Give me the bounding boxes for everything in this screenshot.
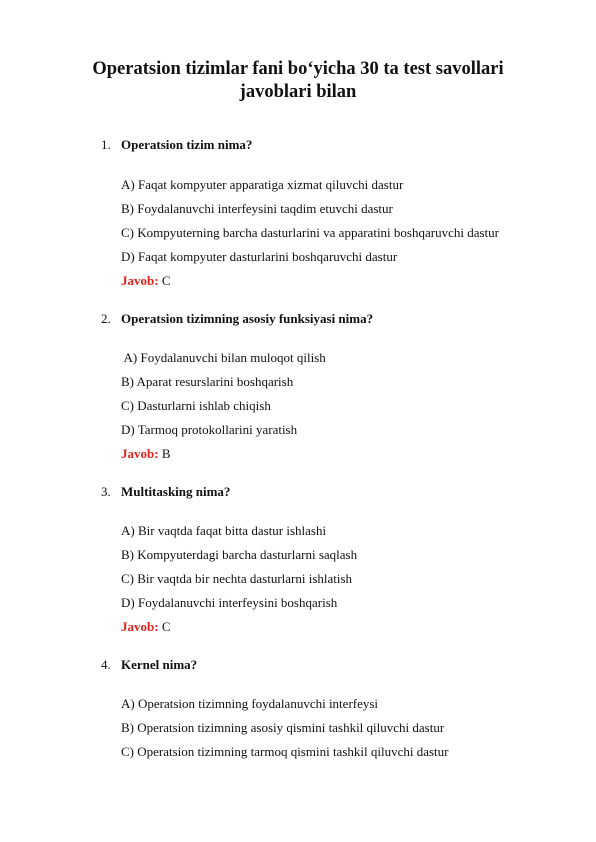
option-a: A) Operatsion tizimning foydalanuvchi interfeysi: [121, 696, 379, 711]
option-b: B) Operatsion tizimning asosiy qismini tashkil qiluvchi dastur: [121, 720, 445, 735]
question-text: Operatsion tizim nima?: [121, 137, 253, 152]
option-a: A) Foydalanuvchi bilan muloqot qilish: [121, 350, 326, 365]
answer-value: B: [161, 446, 171, 461]
option-b: B) Kompyuterdagi barcha dasturlarni saqlash: [121, 547, 358, 562]
answer-line: [121, 272, 170, 290]
question-number: 1.: [101, 137, 111, 152]
option-d: D) Foydalanuvchi interfeysini boshqarish: [121, 595, 338, 610]
answer-label: Javob:: [121, 619, 159, 634]
question-text: Operatsion tizimning asosiy funksiyasi nima?: [121, 311, 374, 326]
document-title: Operatsion tizimlar fani bo‘yicha 30 ta test savollari javoblari bilan: [92, 59, 504, 102]
answer-value: C: [161, 273, 171, 288]
option-b: B) Foydalanuvchi interfeysini taqdim etuvchi dastur: [121, 201, 393, 216]
option-c: C) Kompyuterning barcha dasturlarini va apparatini boshqaruvchi dastur: [121, 225, 499, 240]
answer-value: C: [161, 619, 171, 634]
option-c: C) Bir vaqtda bir nechta dasturlarni ishlatish: [121, 571, 353, 586]
option-a: A) Bir vaqtda faqat bitta dastur ishlashi: [121, 523, 327, 538]
option-c: C) Operatsion tizimning tarmoq qismini tashkil qiluvchi dastur: [121, 744, 449, 759]
question-number: 4.: [101, 657, 111, 672]
option-d: D) Tarmoq protokollarini yaratish: [121, 422, 298, 437]
answer-line: [121, 618, 170, 636]
question-number: 2.: [101, 311, 111, 326]
question-text: Kernel nima?: [121, 657, 198, 672]
option-d: D) Faqat kompyuter dasturlarini boshqaruvchi dastur: [121, 249, 398, 264]
option-c: C) Dasturlarni ishlab chiqish: [121, 398, 271, 413]
question-number: 3.: [101, 484, 111, 499]
option-a: A) Faqat kompyuter apparatiga xizmat qiluvchi dastur: [121, 177, 404, 192]
answer-label: Javob:: [121, 446, 159, 461]
question-text: Multitasking nima?: [121, 484, 231, 499]
answer-line: [121, 445, 170, 463]
answer-label: Javob:: [121, 273, 159, 288]
option-b: B) Aparat resurslarini boshqarish: [121, 374, 294, 389]
